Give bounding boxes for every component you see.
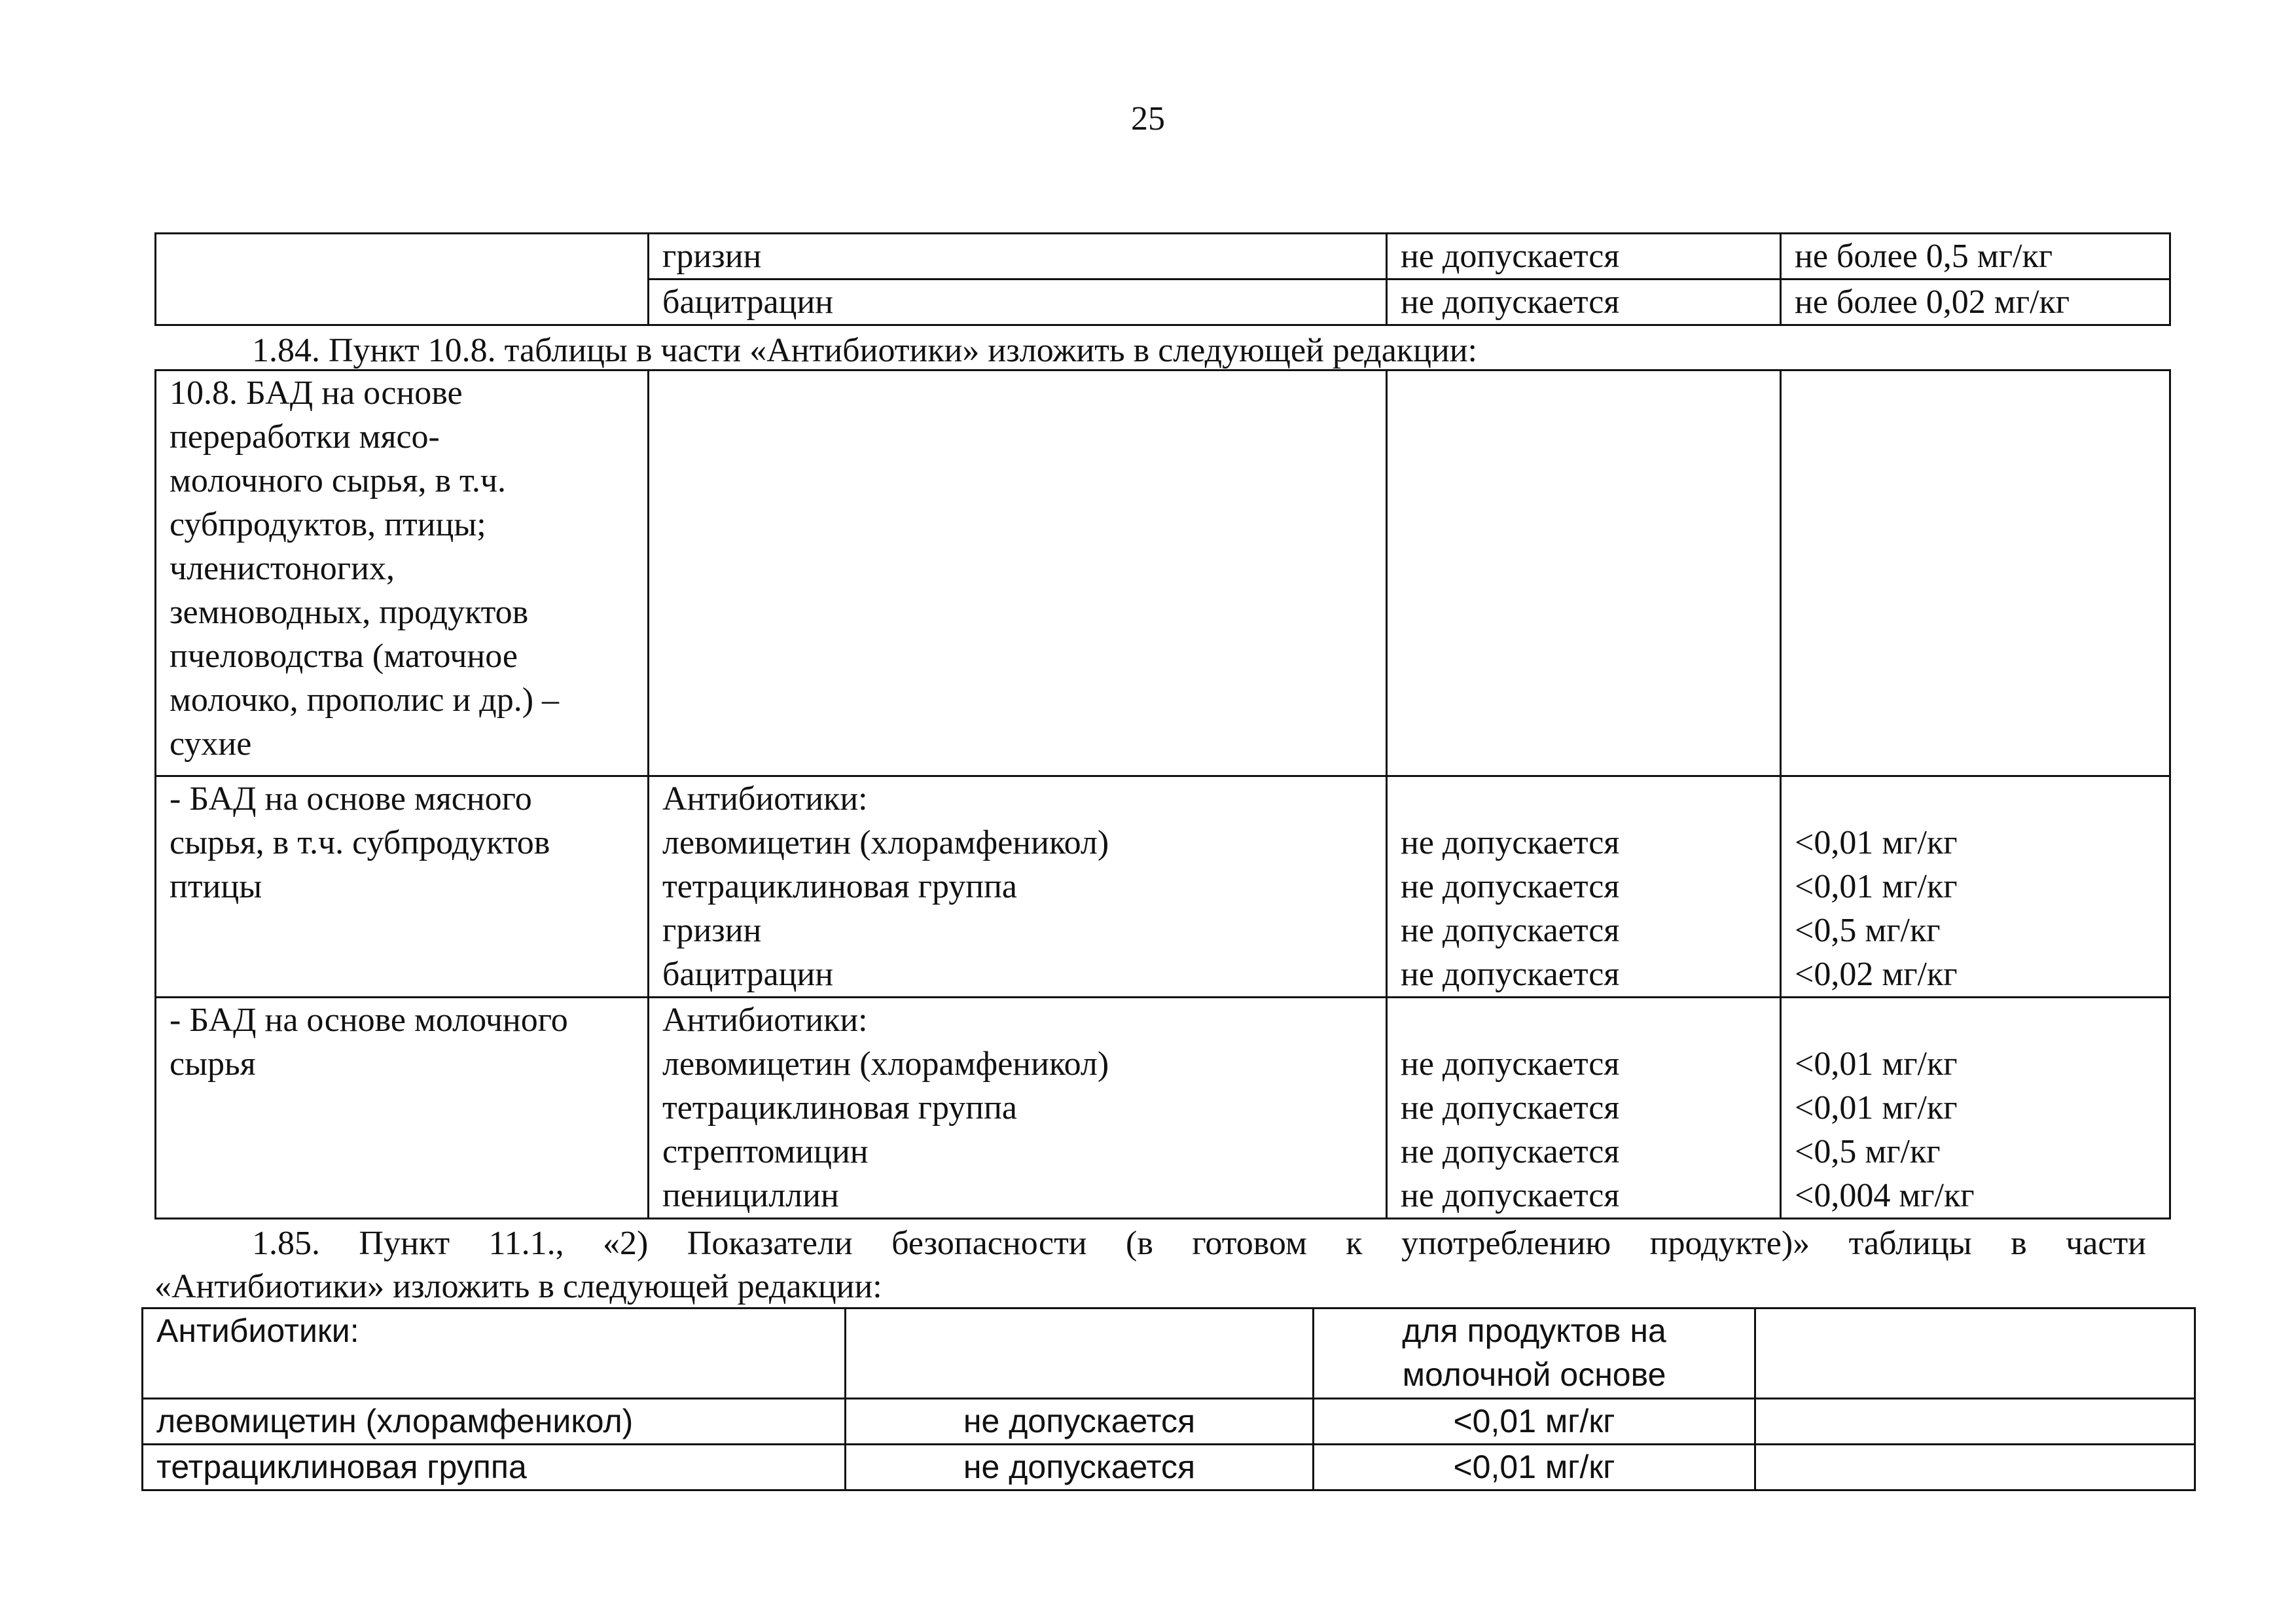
empty-cell: [1755, 1445, 2195, 1490]
paragraph-1-85-line1: 1.85. Пункт 11.1., «2) Показатели безопасности (в готовом к употреблению продукте)» таблицы в части: [252, 1225, 2146, 1262]
table-row: [156, 234, 2170, 280]
page-number: 25: [1131, 100, 1165, 137]
paragraph-1-84: 1.84. Пункт 10.8. таблицы в части «Антибиотики» изложить в следующей редакции:: [252, 332, 1477, 369]
limit-value: не более 0,02 мг/кг: [1781, 280, 2170, 325]
header-dairy-products: для продуктов на молочной основе: [1314, 1308, 1755, 1399]
table-item-11-1: [141, 1307, 2196, 1491]
limit-values: <0,01 мг/кг <0,01 мг/кг <0,5 мг/кг <0,02 мг/кг: [1781, 776, 2170, 998]
antibiotic-name: бацитрацин: [649, 280, 1387, 325]
antibiotic-name: тетрациклиновая группа: [143, 1445, 846, 1490]
limit-value: <0,01 мг/кг: [1314, 1399, 1755, 1445]
paragraph-1-85-line2: «Антибиотики» изложить в следующей редакции:: [154, 1268, 882, 1305]
table-row: [143, 1445, 2195, 1490]
table-row: [156, 998, 2170, 1219]
category-cell: 10.8. БАД на основе переработки мясо- молочного сырья, в т.ч. субпродуктов, птицы; членистоногих, земноводных, продуктов пчеловодства (маточное молочко, прополис и др.) – сухие: [156, 370, 649, 776]
category-cell: - БАД на основе молочного сырья: [156, 998, 649, 1219]
antibiotic-names: Антибиотики: левомицетин (хлорамфеникол) тетрациклиновая группа стрептомицин пенициллин: [649, 998, 1387, 1219]
header-empty: [1755, 1308, 2195, 1399]
table-row: [143, 1308, 2195, 1399]
table-row: [156, 370, 2170, 776]
norm-value: не допускается: [1387, 280, 1781, 325]
empty-cell: [1755, 1399, 2195, 1445]
norm-value: не допускается: [846, 1399, 1314, 1445]
empty-cell: [1781, 370, 2170, 776]
antibiotic-names: Антибиотики: левомицетин (хлорамфеникол) тетрациклиновая группа гризин бацитрацин: [649, 776, 1387, 998]
antibiotic-name: левомицетин (хлорамфеникол): [143, 1399, 846, 1445]
limit-values: <0,01 мг/кг <0,01 мг/кг <0,5 мг/кг <0,004 мг/кг: [1781, 998, 2170, 1219]
empty-cell: [156, 234, 649, 325]
empty-cell: [1387, 370, 1781, 776]
category-cell: - БАД на основе мясного сырья, в т.ч. субпродуктов птицы: [156, 776, 649, 998]
norm-values: не допускается не допускается не допускается не допускается: [1387, 776, 1781, 998]
empty-cell: [649, 370, 1387, 776]
header-antibiotics: Антибиотики:: [143, 1308, 846, 1399]
antibiotic-name: гризин: [649, 234, 1387, 280]
table-item-10-8: [154, 369, 2171, 1219]
table-row: [143, 1399, 2195, 1445]
limit-value: <0,01 мг/кг: [1314, 1445, 1755, 1490]
norm-value: не допускается: [846, 1445, 1314, 1490]
norm-value: не допускается: [1387, 234, 1781, 280]
table-continuation: [154, 232, 2171, 326]
table-row: [156, 776, 2170, 998]
header-empty: [846, 1308, 1314, 1399]
limit-value: не более 0,5 мг/кг: [1781, 234, 2170, 280]
norm-values: не допускается не допускается не допускается не допускается: [1387, 998, 1781, 1219]
